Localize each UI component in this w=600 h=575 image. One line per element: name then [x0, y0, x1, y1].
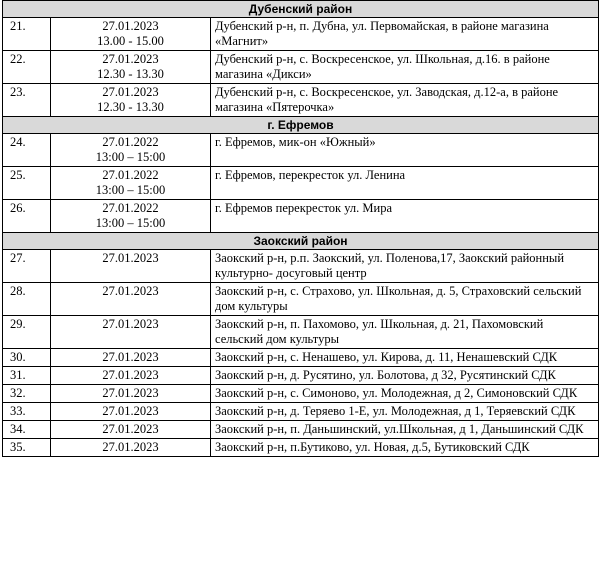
- row-number: 25.: [3, 167, 51, 200]
- table-row: [3, 167, 599, 200]
- table-row: [3, 349, 599, 367]
- row-address: Заокский р-н, р.п. Заокский, ул. Поленова,17, Заокский районный культурно- досуговый центр: [211, 250, 599, 283]
- row-address: Заокский р-н, п. Пахомово, ул. Школьная, д. 21, Пахомовский сельский дом культуры: [211, 316, 599, 349]
- row-date: 27.01.2023: [51, 421, 211, 439]
- table-row: [3, 439, 599, 457]
- row-date: 27.01.2022: [102, 201, 159, 215]
- row-address: Заокский р-н, с. Симоново, ул. Молодежная, д 2, Симоновский СДК: [211, 385, 599, 403]
- row-time: 12.30 - 13.30: [97, 67, 164, 81]
- row-address: г. Ефремов перекресток ул. Мира: [211, 200, 599, 233]
- row-number: 26.: [3, 200, 51, 233]
- row-number: 28.: [3, 283, 51, 316]
- row-number: 30.: [3, 349, 51, 367]
- row-number: 32.: [3, 385, 51, 403]
- row-date: 27.01.2023: [51, 283, 211, 316]
- row-datetime: [51, 18, 211, 51]
- row-address: г. Ефремов, мик-он «Южный»: [211, 134, 599, 167]
- row-datetime: [51, 200, 211, 233]
- row-address: Дубенский р-н, с. Воскресенское, ул. Школьная, д.16. в районе магазина «Дикси»: [211, 51, 599, 84]
- row-time: 13:00 – 15:00: [95, 183, 166, 197]
- row-number: 29.: [3, 316, 51, 349]
- row-number: 31.: [3, 367, 51, 385]
- row-date: 27.01.2023: [51, 250, 211, 283]
- section-title: Дубенский район: [3, 1, 599, 18]
- row-date: 27.01.2022: [102, 135, 159, 149]
- table-row: [3, 385, 599, 403]
- table-row: [3, 283, 599, 316]
- table-row: [3, 250, 599, 283]
- row-time: 12.30 - 13.30: [97, 100, 164, 114]
- row-time: 13:00 – 15:00: [95, 150, 166, 164]
- row-datetime: [51, 167, 211, 200]
- row-number: 35.: [3, 439, 51, 457]
- table-row: [3, 316, 599, 349]
- row-number: 23.: [3, 84, 51, 117]
- table-row: [3, 51, 599, 84]
- row-address: Заокский р-н, п. Даньшинский, ул.Школьная, д 1, Даньшинский СДК: [211, 421, 599, 439]
- section-title: Заокский район: [3, 233, 599, 250]
- row-date: 27.01.2023: [51, 439, 211, 457]
- row-date: 27.01.2023: [51, 385, 211, 403]
- row-number: 27.: [3, 250, 51, 283]
- row-date: 27.01.2023: [51, 367, 211, 385]
- row-datetime: [51, 51, 211, 84]
- row-number: 22.: [3, 51, 51, 84]
- row-date: 27.01.2022: [102, 168, 159, 182]
- table-row: [3, 367, 599, 385]
- section-header: [3, 117, 599, 134]
- row-datetime: [51, 84, 211, 117]
- row-address: Дубенский р-н, с. Воскресенское, ул. Заводская, д.12-а, в районе магазина «Пятерочка»: [211, 84, 599, 117]
- row-number: 33.: [3, 403, 51, 421]
- row-address: Заокский р-н, п.Бутиково, ул. Новая, д.5, Бутиковский СДК: [211, 439, 599, 457]
- row-date: 27.01.2023: [102, 85, 159, 99]
- row-date: 27.01.2023: [51, 403, 211, 421]
- table-row: [3, 84, 599, 117]
- row-address: Заокский р-н, с. Ненашево, ул. Кирова, д. 11, Ненашевский СДК: [211, 349, 599, 367]
- row-date: 27.01.2023: [51, 316, 211, 349]
- row-address: г. Ефремов, перекресток ул. Ленина: [211, 167, 599, 200]
- row-time: 13.00 - 15.00: [97, 34, 164, 48]
- schedule-table: [2, 0, 599, 457]
- row-time: 13:00 – 15:00: [95, 216, 166, 230]
- table-row: [3, 18, 599, 51]
- row-date: 27.01.2023: [51, 349, 211, 367]
- row-address: Дубенский р-н, п. Дубна, ул. Первомайская, в районе магазина «Магнит»: [211, 18, 599, 51]
- row-address: Заокский р-н, д. Русятино, ул. Болотова, д 32, Русятинский СДК: [211, 367, 599, 385]
- row-date: 27.01.2023: [102, 19, 159, 33]
- row-number: 24.: [3, 134, 51, 167]
- table-row: [3, 421, 599, 439]
- row-address: Заокский р-н, д. Теряево 1-Е, ул. Молодежная, д 1, Теряевский СДК: [211, 403, 599, 421]
- table-row: [3, 134, 599, 167]
- row-date: 27.01.2023: [102, 52, 159, 66]
- section-header: [3, 233, 599, 250]
- section-header: [3, 1, 599, 18]
- row-address: Заокский р-н, с. Страхово, ул. Школьная, д. 5, Страховский сельский дом культуры: [211, 283, 599, 316]
- row-number: 21.: [3, 18, 51, 51]
- row-number: 34.: [3, 421, 51, 439]
- section-title: г. Ефремов: [3, 117, 599, 134]
- table-row: [3, 200, 599, 233]
- row-datetime: [51, 134, 211, 167]
- table-row: [3, 403, 599, 421]
